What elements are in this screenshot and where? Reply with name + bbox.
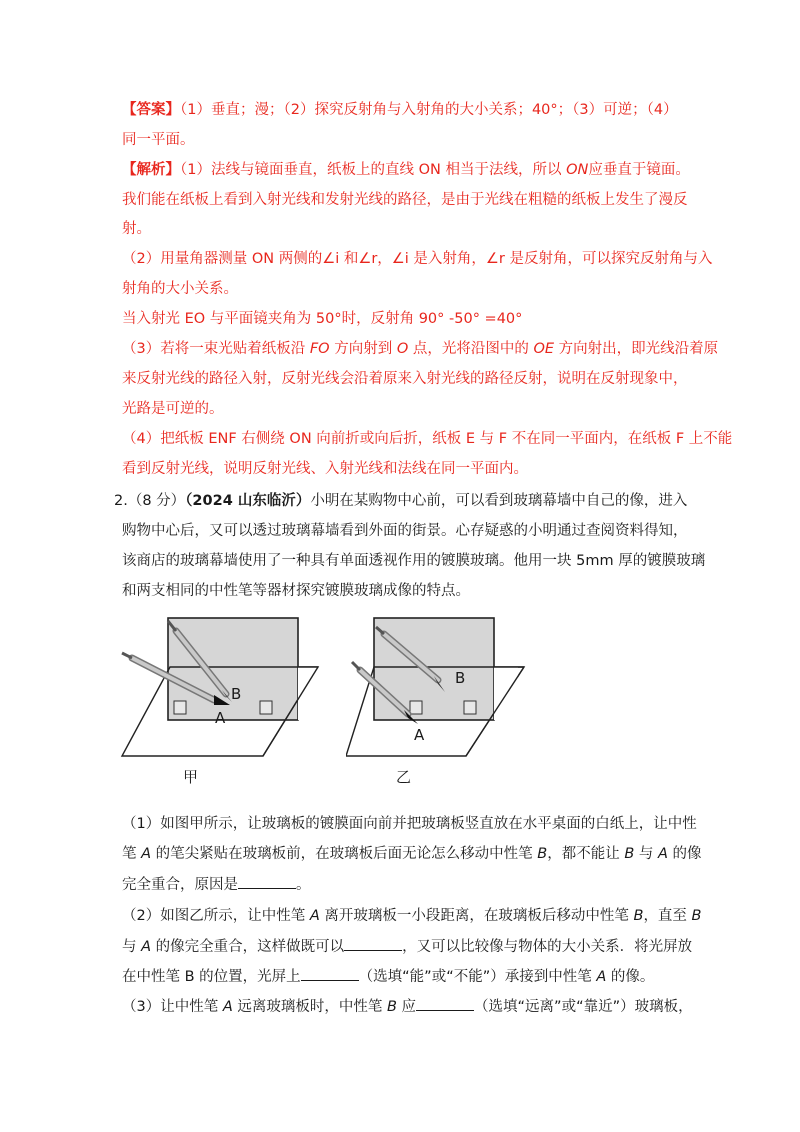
analysis-line-5: 射角的大小关系。 — [122, 281, 238, 297]
analysis-italic: ON — [566, 162, 589, 178]
question-2-line-3: 该商店的玻璃幕墙使用了一种具有单面透视作用的镀膜玻璃。他用一块 5mm 厚的镀膜玻璃 — [122, 553, 706, 569]
answer-blank[interactable] — [238, 874, 296, 889]
sub-text: 与 — [634, 846, 658, 862]
stand-block — [260, 701, 272, 714]
answer-blank[interactable] — [416, 996, 474, 1011]
analysis-line-11: 看到反射光线，说明反射光线、入射光线和法线在同一平面内。 — [122, 461, 528, 477]
analysis-tag: 【解析】 — [122, 162, 180, 178]
question-source: （2024 山东临沂） — [185, 493, 311, 509]
sub-italic: B — [691, 908, 702, 924]
sub-text: 应 — [396, 999, 417, 1015]
figure-right — [346, 612, 556, 762]
sub1-line-1: （1）如图甲所示，让玻璃板的镀膜面向前并把玻璃板竖直放在水平桌面的白纸上，让中性 — [122, 816, 697, 832]
sub-text: 的像。 — [606, 969, 655, 985]
analysis-italic: OE — [533, 341, 555, 357]
label-b-left: B — [231, 685, 242, 703]
answer-line-2: 同一平面。 — [122, 132, 195, 148]
sub-italic: A — [309, 908, 320, 924]
answer-blank[interactable] — [301, 966, 359, 981]
sub-text: （选填“远离”或“靠近”）玻璃板， — [474, 999, 693, 1015]
sub-italic: A — [657, 846, 668, 862]
sub-text: 与 — [122, 939, 142, 955]
sub1-line-3 — [122, 874, 692, 895]
sub-text: ，直至 — [643, 908, 692, 924]
analysis-text: 应垂直于镜面。 — [588, 162, 690, 178]
answer-line-1 — [122, 100, 692, 120]
analysis-italic: FO — [309, 341, 330, 357]
sub-italic: B — [386, 999, 397, 1015]
figure-left-caption: 甲 — [183, 768, 199, 786]
analysis-text: 方向射出，即光线沿着原 — [554, 341, 719, 357]
analysis-line-9: 光路是可逆的。 — [122, 401, 224, 417]
sub-italic: B — [624, 846, 635, 862]
figure-right-caption: 乙 — [396, 768, 412, 786]
sub-text: （2）如图乙所示，让中性笔 — [122, 908, 310, 924]
sub-text: 。 — [296, 877, 311, 893]
sub-text: 笔 — [122, 846, 142, 862]
analysis-line-10: （4）把纸板 ENF 右侧绕 ON 向前折或向后折，纸板 E 与 F 不在同一平面内，在纸板 F 上不能 — [122, 431, 733, 447]
answer-blank[interactable] — [344, 936, 402, 951]
analysis-text: （1）法线与镜面垂直，纸板上的直线 ON 相当于法线，所以 — [180, 162, 567, 178]
sub-italic: B — [633, 908, 644, 924]
answer-text-1: （1）垂直；漫；（2）探究反射角与入射角的大小关系；40°；（3）可逆；（4） — [180, 102, 678, 118]
question-2-line-2: 购物中心后，又可以透过玻璃幕墙看到外面的街景。心存疑惑的小明通过查阅资料得知， — [122, 523, 688, 539]
sub-italic: A — [141, 939, 152, 955]
analysis-line-8: 来反射光线的路径入射，反射光线会沿着原来入射光线的路径反射，说明在反射现象中， — [122, 371, 688, 387]
label-b-right: B — [455, 669, 466, 687]
analysis-line-4: （2）用量角器测量 ON 两侧的∠i 和∠r，∠i 是入射角，∠r 是反射角，可以探究反射角与入 — [122, 251, 713, 267]
sub-italic: B — [537, 846, 548, 862]
analysis-line-6: 当入射光 EO 与平面镜夹角为 50°时，反射角 90° -50° =40° — [122, 311, 523, 327]
analysis-text: （3）若将一束光贴着纸板沿 — [122, 341, 310, 357]
sub-text: ，都不能让 — [547, 846, 625, 862]
sub-text: 离开玻璃板一小段距离，在玻璃板后移动中性笔 — [319, 908, 634, 924]
analysis-line-1 — [122, 160, 692, 180]
label-a-left: A — [215, 709, 226, 727]
sub-text: （选填“能”或“不能”）承接到中性笔 — [358, 969, 597, 985]
stand-block — [464, 701, 476, 714]
question-2-line-4: 和两支相同的中性笔等器材探究镀膜玻璃成像的特点。 — [122, 583, 470, 599]
analysis-line-7 — [122, 339, 719, 359]
sub-text: 的像 — [667, 846, 702, 862]
stand-block — [410, 701, 422, 714]
stand-block — [174, 701, 186, 714]
glass-plate — [168, 618, 298, 720]
question-2-line-1 — [114, 491, 688, 511]
sub3-line-1 — [122, 996, 692, 1017]
sub-text: 的笔尖紧贴在玻璃板前，在玻璃板后面无论怎么移动中性笔 — [151, 846, 538, 862]
analysis-text: 方向射到 — [329, 341, 397, 357]
analysis-line-2: 我们能在纸板上看到入射光线和发射光线的路径，是由于光线在粗糙的纸板上发生了漫反 — [122, 192, 688, 208]
sub-italic: A — [141, 846, 152, 862]
sub-text: 在中性笔 B 的位置，光屏上 — [122, 969, 301, 985]
sub-text: 的像完全重合，这样做既可以 — [151, 939, 345, 955]
question-text: 小明在某购物中心前，可以看到玻璃幕墙中自己的像，进入 — [310, 493, 688, 509]
sub-text: ，又可以比较像与物体的大小关系．将光屏放 — [402, 939, 693, 955]
sub-text: （3）让中性笔 — [122, 999, 223, 1015]
analysis-text: 点，光将沿图中的 — [408, 341, 534, 357]
answer-tag: 【答案】 — [122, 102, 180, 118]
sub-text: 完全重合，原因是 — [122, 877, 238, 893]
analysis-line-3: 射。 — [122, 221, 151, 237]
analysis-italic: O — [396, 341, 409, 357]
sub1-line-2 — [122, 844, 702, 864]
question-number: 2.（8 分） — [114, 493, 186, 509]
sub-text: 远离玻璃板时，中性笔 — [232, 999, 387, 1015]
sub2-line-3 — [122, 966, 692, 987]
sub2-line-2 — [122, 936, 692, 957]
sub-italic: A — [222, 999, 233, 1015]
label-a-right: A — [414, 726, 425, 744]
sub2-line-1 — [122, 906, 702, 926]
sub-italic: A — [596, 969, 607, 985]
